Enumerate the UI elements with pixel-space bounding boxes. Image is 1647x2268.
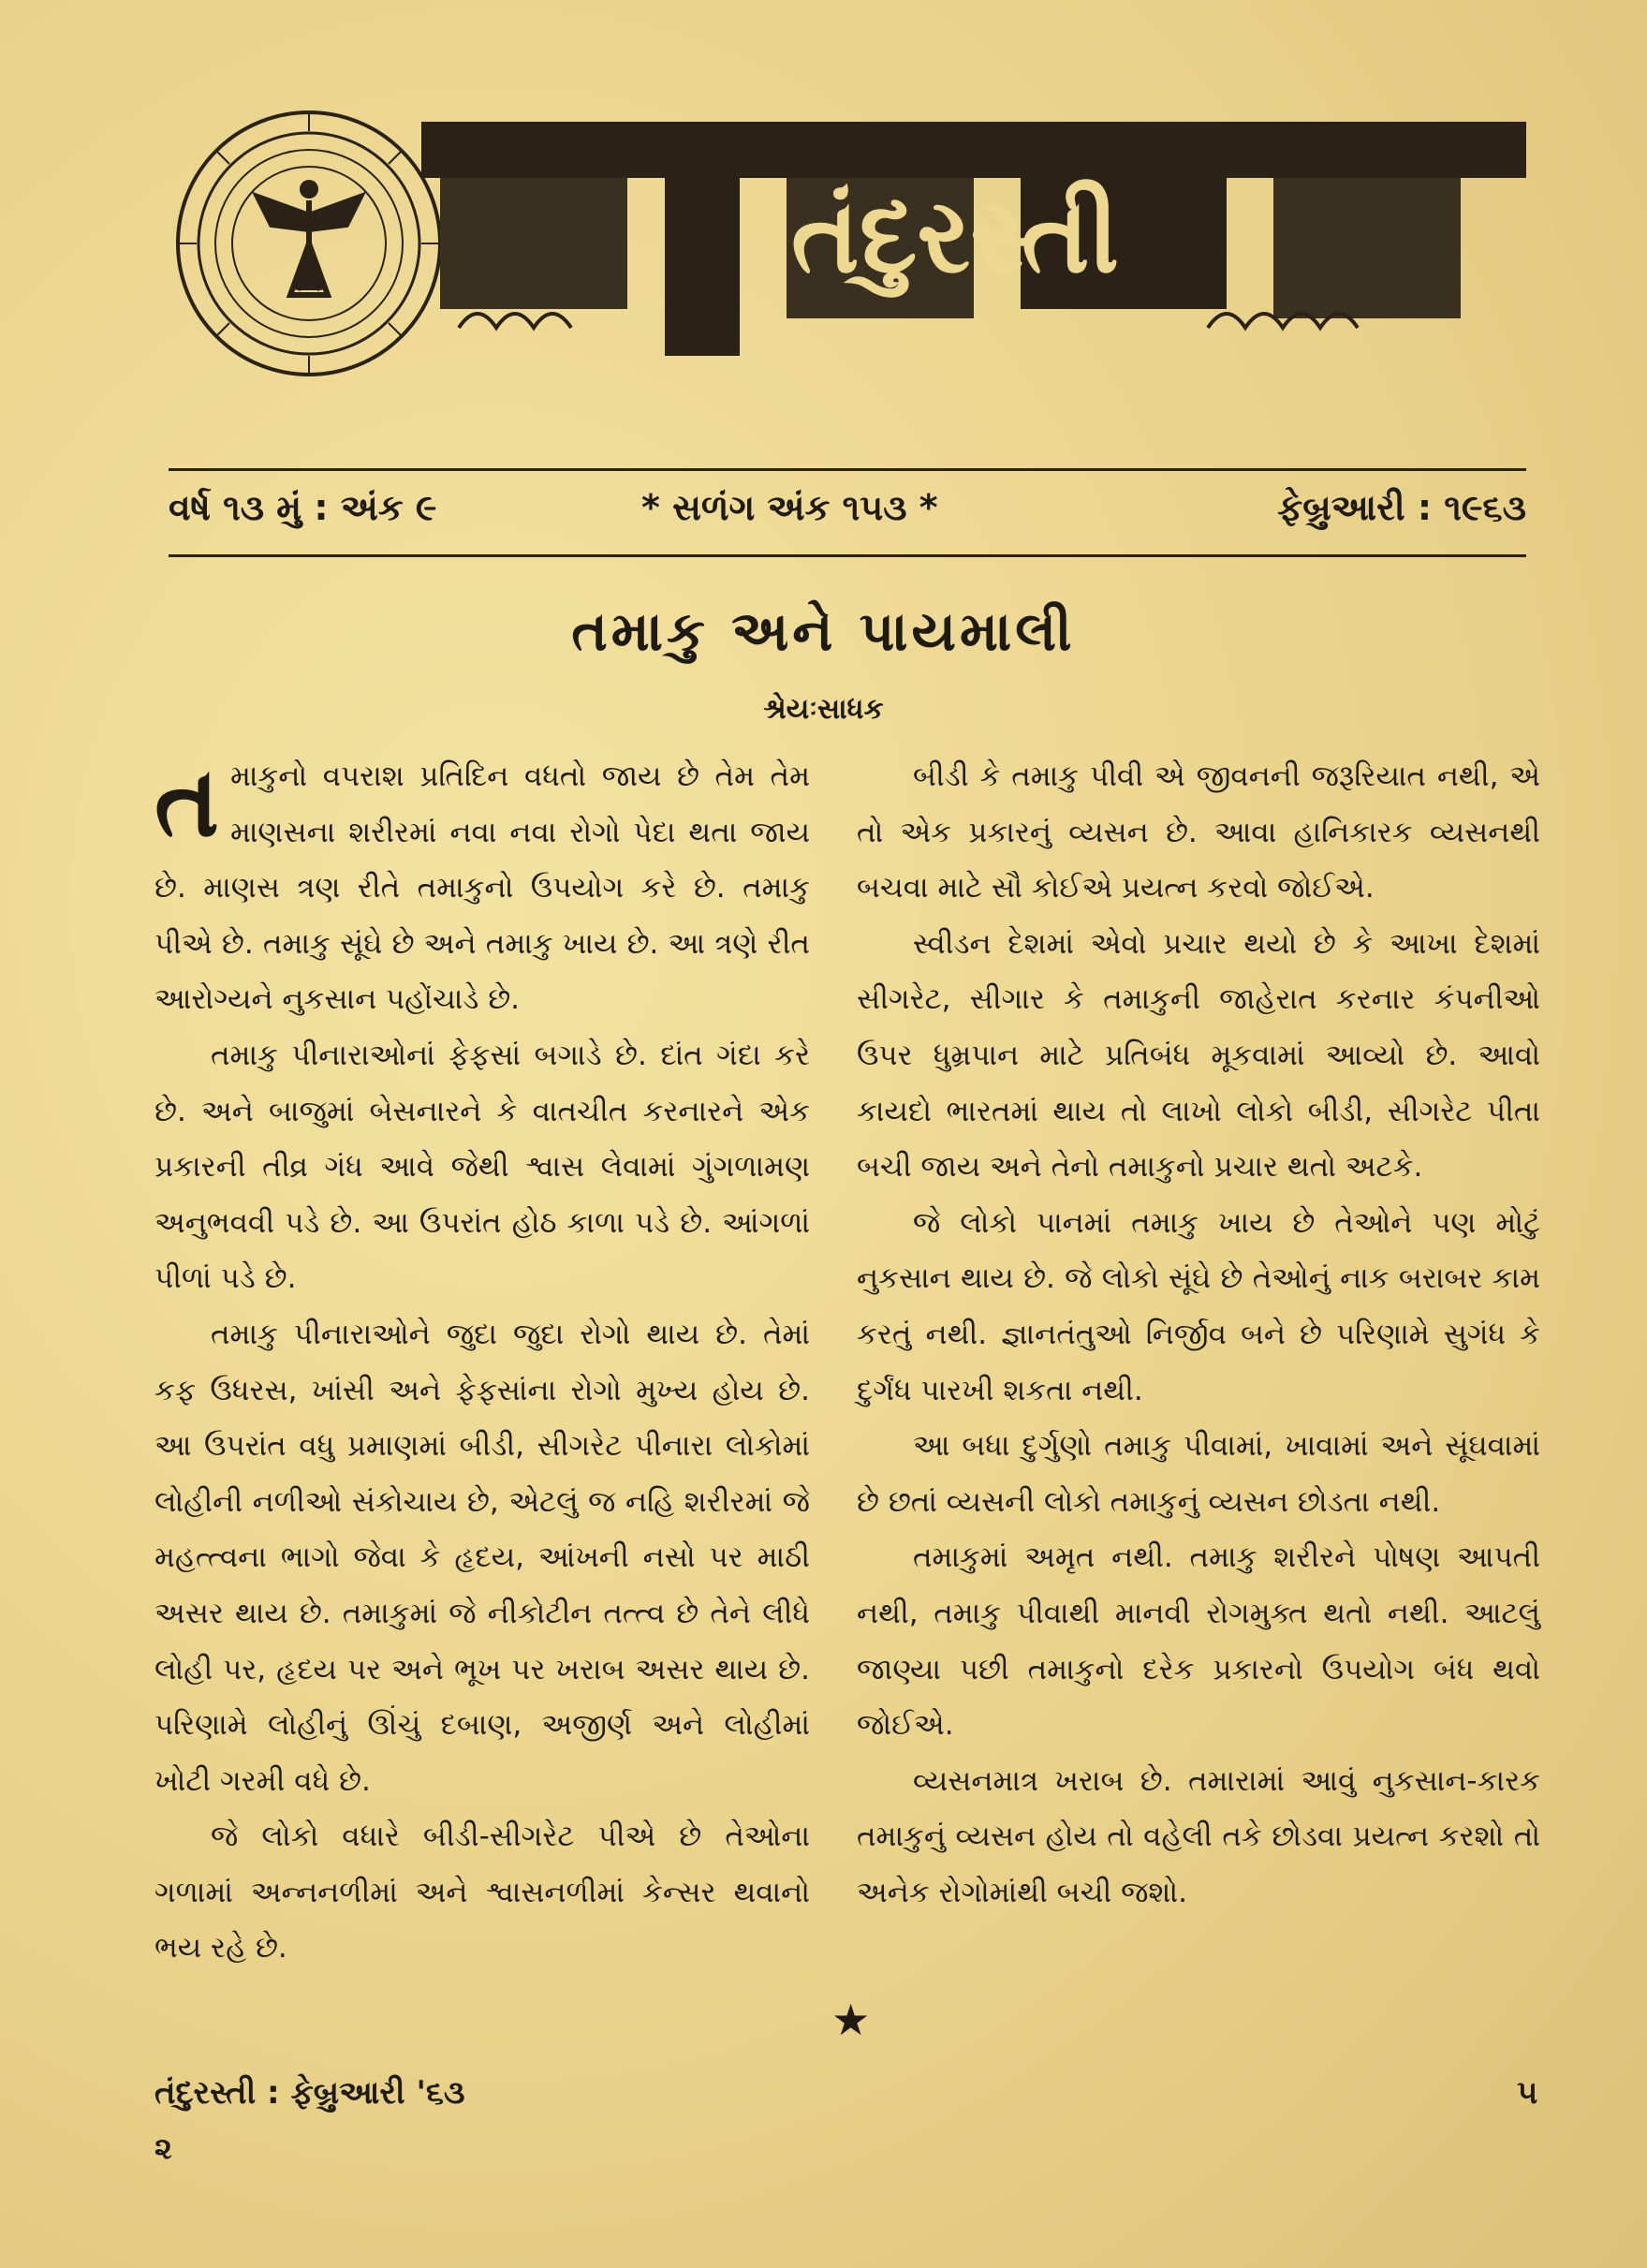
paragraph-text: માકુનો વપરાશ પ્રતિદિન વધતો જાય છે તેમ તેમ માણસના શરીરમાં નવા નવા રોગો પેદા થતા જાય છે. માણસ ત્રણ રીતે તમાકુનો ઉપયોગ કરે છે. તમાકુ પીએ છે. તમાકુ સૂંઘે છે અને તમાકુ ખાય છે. આ ત્રણે રીત આરોગ્યને નુકસાન પહોંચાડે છે.	[154, 759, 810, 1017]
footer-small-number: ૨	[154, 2130, 172, 2166]
end-star-icon: ★	[831, 1995, 871, 2045]
paragraph: તમાકુ પીનારાઓનાં ફેફસાં બગાડે છે. દાંત ગંદા કરે છે. અને બાજુમાં બેસનારને કે વાતચીત કરનારને એક પ્રકારની તીવ્ર ગંધ આવે જેથી શ્વાસ લેવામાં ગુંગળામણ અનુભવવી પડે છે. આ ઉપરાંત હોઠ કાળા પડે છે. આંગળાં પીળાં પડે છે.	[154, 1038, 810, 1296]
paragraph: આ બધા દુર્ગુણો તમાકુ પીવામાં, ખાવામાં અને સૂંઘવામાં છે છતાં વ્યસની લોકો તમાકુનું વ્યસન છોડતા નથી.	[857, 1429, 1540, 1519]
paragraph: જે લોકો પાનમાં તમાકુ ખાય છે તેઓને પણ મોટું નુકસાન થાય છે. જે લોકો સૂંઘે છે તેઓનું નાક બરાબર કામ કરતું નથી. જ્ઞાનતંતુઓ નિર્જીવ બને છે પરિણામે સુગંધ કે દુર્ગંધ પારખી શકતા નથી.	[857, 1205, 1540, 1407]
paragraph: બીડી કે તમાકુ પીવી એ જીવનની જરૂરિયાત નથી, એ તો એક પ્રકારનું વ્યસન છે. આવા હાનિકારક વ્યસનથી બચવા માટે સૌ કોઈએ પ્રયત્ન કરવો જોઈએ.	[857, 759, 1540, 906]
serial-label: * સળંગ અંક ૧૫૩ *	[641, 487, 938, 528]
masthead	[169, 66, 1526, 459]
paragraph: વ્યસનમાત્ર ખરાબ છે. તમારામાં આવું નુકસાન-કારક તમાકુનું વ્યસન હોય તો વહેલી તકે છોડવા પ્રયત્ન કરશો તો અનેક રોગોમાંથી બચી જશો.	[857, 1763, 1540, 1909]
drop-cap: ત	[154, 744, 219, 859]
article-title: તમાકુ અને પાયમાલી	[571, 599, 1076, 663]
paragraph: તમાકુમાં અમૃત નથી. તમાકુ શરીરને પોષણ આપતી નથી, તમાકુ પીવાથી માનવી રોગમુક્ત થતો નથી. આટલું જાણ્યા પછી તમાકુનો દરેક પ્રકારનો ઉપયોગ બંધ થવો જોઈએ.	[857, 1540, 1540, 1743]
left-column	[154, 744, 810, 1977]
issue-line	[169, 478, 1526, 543]
volume-label: વર્ષ ૧૩ મું : અંક ૯	[169, 487, 437, 528]
bottom-rule	[169, 554, 1526, 557]
masthead-title-text: તંદુરસ્તી	[790, 176, 1120, 296]
date-label: ફેબ્રુઆરી : ૧૯૬૩	[1277, 487, 1526, 528]
footer-running-title: તંદુરસ્તી : ફેબ્રુઆરી '૬૩	[154, 2074, 465, 2112]
right-column	[857, 749, 1540, 1921]
article-byline: શ્રેયઃસાધક	[763, 693, 884, 726]
masthead-title	[384, 84, 1526, 365]
top-rule	[169, 468, 1526, 471]
paragraph: તમાકુ પીનારાઓને જુદા જુદા રોગો થાય છે. તેમાં કફ ઉધરસ, ખાંસી અને ફેફસાંના રોગો મુખ્ય હોય છે. આ ઉપરાંત વધુ પ્રમાણમાં બીડી, સીગરેટ પીનારા લોકોમાં લોહીની નળીઓ સંકોચાય છે, એટલું જ નહિ શરીરમાં જે મહત્ત્વના ભાગો જેવા કે હૃદય, આંખની નસો પર માઠી અસર થાય છે. તમાકુમાં જે નીકોટીન તત્ત્વ છે તેને લીધે લોહી પર, હૃદય પર અને ભૂખ પર ખરાબ અસર થાય છે. પરિણામે લોહીનું ઊંચું દબાણ, અજીર્ણ અને લોહીમાં ખોટી ગરમી વધે છે.	[154, 1317, 810, 1798]
paragraph: જે લોકો વધારે બીડી-સીગરેટ પીએ છે તેઓના ગળામાં અન્નનળીમાં અને શ્વાસનળીમાં કેન્સર થવાનો ભય રહે છે.	[154, 1819, 810, 1966]
paragraph	[154, 744, 810, 1028]
paragraph: સ્વીડન દેશમાં એવો પ્રચાર થયો છે કે આખા દેશમાં સીગરેટ, સીગાર કે તમાકુની જાહેરાત કરનાર કંપનીઓ ઉપર ધુમ્રપાન માટે પ્રતિબંધ મૂકવામાં આવ્યો છે. આવો કાયદો ભારતમાં થાય તો લાખો લોકો બીડી, સીગરેટ પીતા બચી જાય અને તેનો તમાકુનો પ્રચાર થતો અટકે.	[857, 926, 1540, 1185]
page-number: ૫	[1517, 2074, 1538, 2112]
